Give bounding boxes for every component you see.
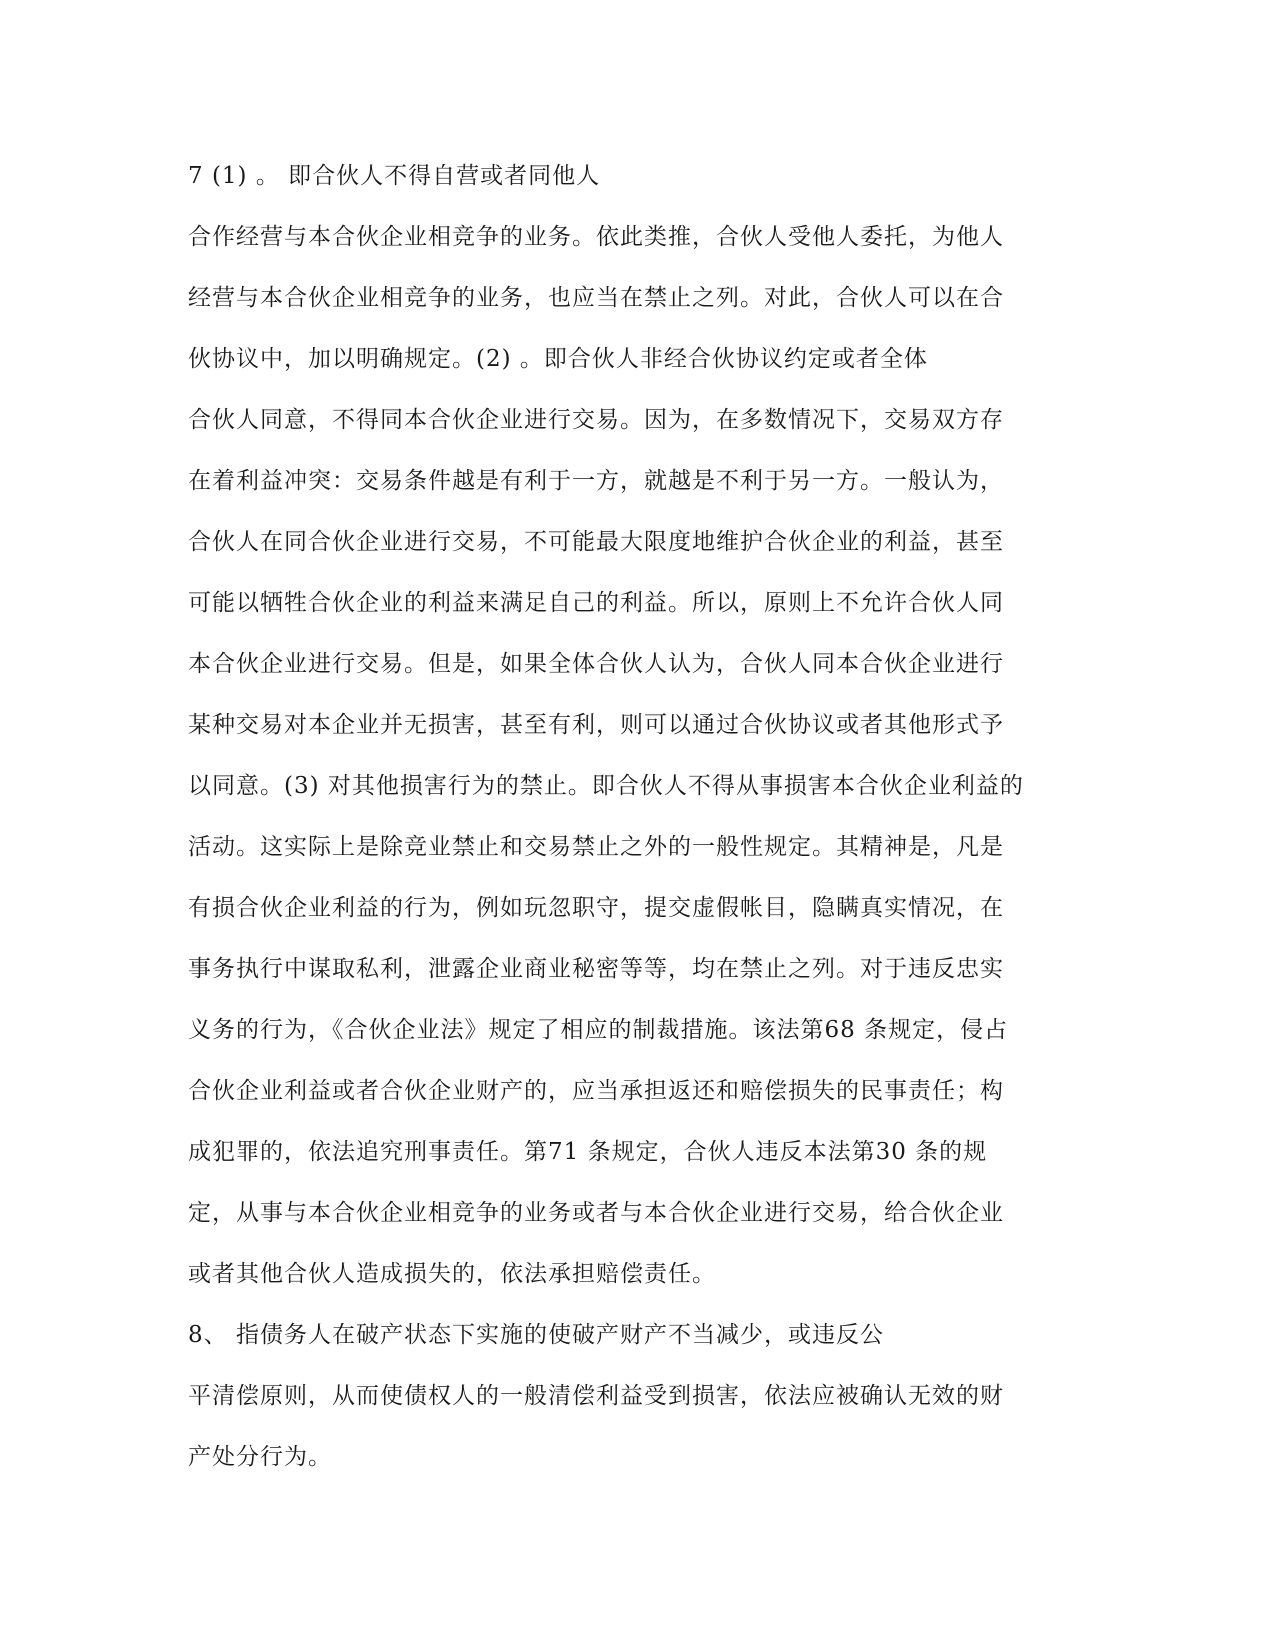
text-line: 以同意。(3) 对其他损害行为的禁止。即合伙人不得从事损害本合伙企业利益的	[188, 773, 1024, 799]
text-line: 成犯罪的，依法追究刑事责任。第71 条规定，合伙人违反本法第30 条的规	[188, 1139, 988, 1165]
text-line: 经营与本合伙企业相竞争的业务，也应当在禁止之列。对此，合伙人可以在合	[188, 285, 1004, 311]
text-line: 合伙人在同合伙企业进行交易，不可能最大限度地维护合伙企业的利益，甚至	[188, 529, 1004, 555]
text-line: 本合伙企业进行交易。但是，如果全体合伙人认为，合伙人同本合伙企业进行	[188, 651, 1004, 677]
text-line: 产处分行为。	[188, 1444, 332, 1470]
text-line: 伙协议中，加以明确规定。(2) 。即合伙人非经合伙协议约定或者全体	[188, 346, 928, 372]
text-line: 8、 指债务人在破产状态下实施的使破产财产不当减少，或违反公	[188, 1322, 884, 1348]
body-text	[188, 146, 1068, 1488]
text-line: 某种交易对本企业并无损害，甚至有利，则可以通过合伙协议或者其他形式予	[188, 712, 1004, 738]
text-line: 合伙人同意，不得同本合伙企业进行交易。因为，在多数情况下，交易双方存	[188, 407, 1004, 433]
text-line: 可能以牺牲合伙企业的利益来满足自己的利益。所以，原则上不允许合伙人同	[188, 590, 1004, 616]
text-line: 合作经营与本合伙企业相竞争的业务。依此类推，合伙人受他人委托，为他人	[188, 224, 1004, 250]
text-line: 有损合伙企业利益的行为，例如玩忽职守，提交虚假帐目，隐瞒真实情况，在	[188, 895, 1004, 921]
text-line: 7 (1) 。 即合伙人不得自营或者同他人	[188, 163, 601, 189]
text-line: 在着利益冲突：交易条件越是有利于一方，就越是不利于另一方。一般认为，	[188, 468, 1004, 494]
text-line: 活动。这实际上是除竞业禁止和交易禁止之外的一般性规定。其精神是，凡是	[188, 834, 1004, 860]
text-line: 平清偿原则，从而使债权人的一般清偿利益受到损害，依法应被确认无效的财	[188, 1383, 1004, 1409]
text-line: 义务的行为，《合伙企业法》规定了相应的制裁措施。该法第68 条规定，侵占	[188, 1017, 1009, 1043]
text-line: 事务执行中谋取私利，泄露企业商业秘密等等，均在禁止之列。对于违反忠实	[188, 956, 1004, 982]
text-line: 或者其他合伙人造成损失的，依法承担赔偿责任。	[188, 1261, 716, 1287]
text-line: 定，从事与本合伙企业相竞争的业务或者与本合伙企业进行交易，给合伙企业	[188, 1200, 1004, 1226]
text-line: 合伙企业利益或者合伙企业财产的，应当承担返还和赔偿损失的民事责任；构	[188, 1078, 1004, 1104]
